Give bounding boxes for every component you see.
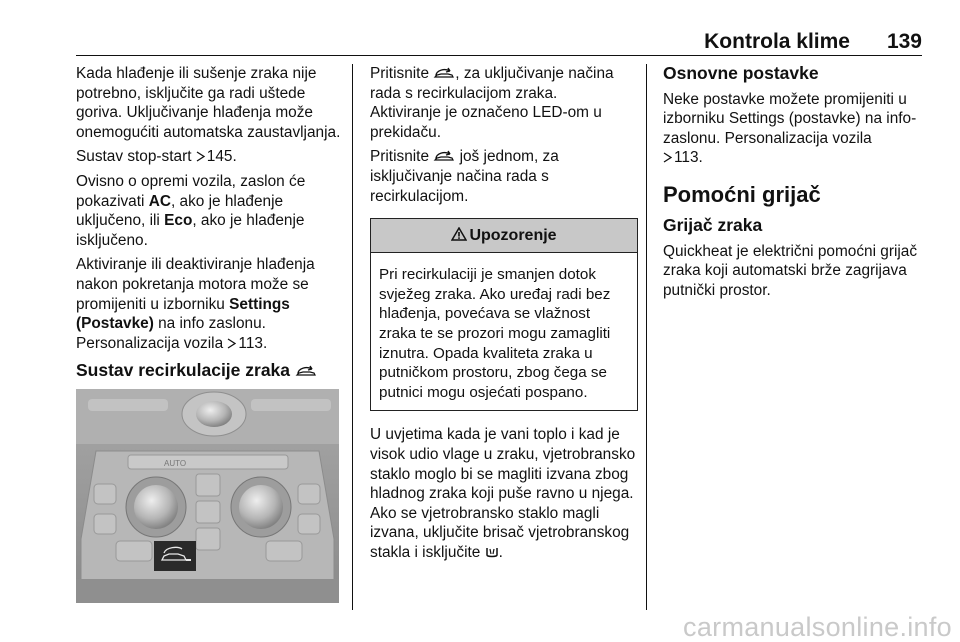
recirculation-icon	[295, 365, 317, 377]
warning-box	[370, 218, 638, 411]
eco-label: Eco	[164, 212, 193, 230]
warning-header: Upozorenje	[371, 219, 637, 253]
section-heading-basic-settings: Osnovne postavke	[663, 63, 819, 83]
cross-reference-icon	[227, 338, 236, 349]
recirculation-icon	[433, 150, 455, 162]
paragraph-fogging: U uvjetima kada je vani toplo i kad je visok udio vlage u zraku, vjetrobransko staklo moglo bi se magliti izvana zbog hladnog zraka koji puše ravno u njega. Ako se vjetrobransko staklo magli izvana, uključite brisač vjetrobranskog stakla i isključite .	[370, 426, 636, 561]
section-heading-air-heater: Grijač zraka	[663, 214, 763, 235]
paragraph-settings: Aktiviranje ili deaktiviranje hlađenja nakon pokretanja motora može se promijeniti u izborniku Settings (Postavke) na info zaslonu. Personalizacija vozila 113.	[76, 256, 315, 352]
section-heading-auxiliary-heater: Pomoćni grijač	[663, 181, 821, 207]
column-divider-2	[646, 64, 647, 610]
paragraph-cooling-off: Kada hlađenje ili sušenje zraka nije potrebno, isključite ga radi uštede goriva. Uključivanje hlađenja može onemogućiti automatska zaustavljanja.	[76, 65, 341, 141]
paragraph-quickheat: Quickheat je električni pomoćni grijač zraka koji automatski brže zagrijava putnički prostor.	[663, 242, 918, 299]
settings-menu-label: Settings (Postavke)	[76, 295, 290, 333]
paragraph-stop-start: Sustav stop-start 145.	[76, 148, 237, 166]
personalization-page-ref[interactable]: 113.	[674, 149, 703, 167]
column-3	[663, 64, 931, 305]
chapter-title: Kontrola klime	[704, 30, 850, 53]
warning-body: Pri recirkulaciji je smanjen dotok svježeg zraka. Ako uređaj radi bez hlađenja, povećava se vlažnost zraka te se prozori mogu zamagliti iznutra. Opada kvaliteta zraka u putničkom prostoru, zbog čega se putnici mogu osjećati pospano.	[379, 266, 611, 401]
page-header	[0, 28, 960, 58]
paragraph-basic-settings: Neke postavke možete promijeniti u izborniku Settings (postavke) na info-zaslonu. Personalizacija vozila 113.	[663, 90, 917, 167]
header-rule	[76, 55, 922, 56]
climate-panel-illustration	[76, 389, 339, 603]
column-divider-1	[352, 64, 353, 610]
recirculation-icon	[433, 67, 455, 79]
warning-triangle-icon	[451, 227, 467, 241]
cross-reference-icon	[196, 151, 205, 162]
column-1	[76, 64, 346, 603]
stop-start-page-ref[interactable]: 145.	[206, 148, 237, 166]
svg-text:AUTO: AUTO	[164, 458, 187, 468]
ac-label: AC	[148, 192, 171, 210]
paragraph-recirc-off: Pritisnite još jednom, za isključivanje načina rada s recirkulacijom.	[370, 148, 559, 205]
defrost-icon	[485, 546, 499, 558]
column-2	[370, 64, 638, 567]
climate-panel-photo	[76, 389, 339, 603]
paragraph-display-ac-eco: Ovisno o opremi vozila, zaslon će pokazivati AC, ako je hlađenje uključeno, ili Eco, ako je hlađenje isključeno.	[76, 172, 306, 249]
section-heading-recirculation: Sustav recirkulacije zraka	[76, 361, 346, 381]
paragraph-recirc-on: Pritisnite , za uključivanje načina rada s recirkulacijom zraka. Aktiviranje je označeno LED-om u prekidaču.	[370, 65, 614, 141]
page-number: 139	[886, 30, 922, 53]
watermark: carmanualsonline.info	[683, 612, 952, 642]
personalization-page-ref[interactable]: 113.	[238, 334, 268, 352]
cross-reference-icon	[663, 152, 672, 163]
